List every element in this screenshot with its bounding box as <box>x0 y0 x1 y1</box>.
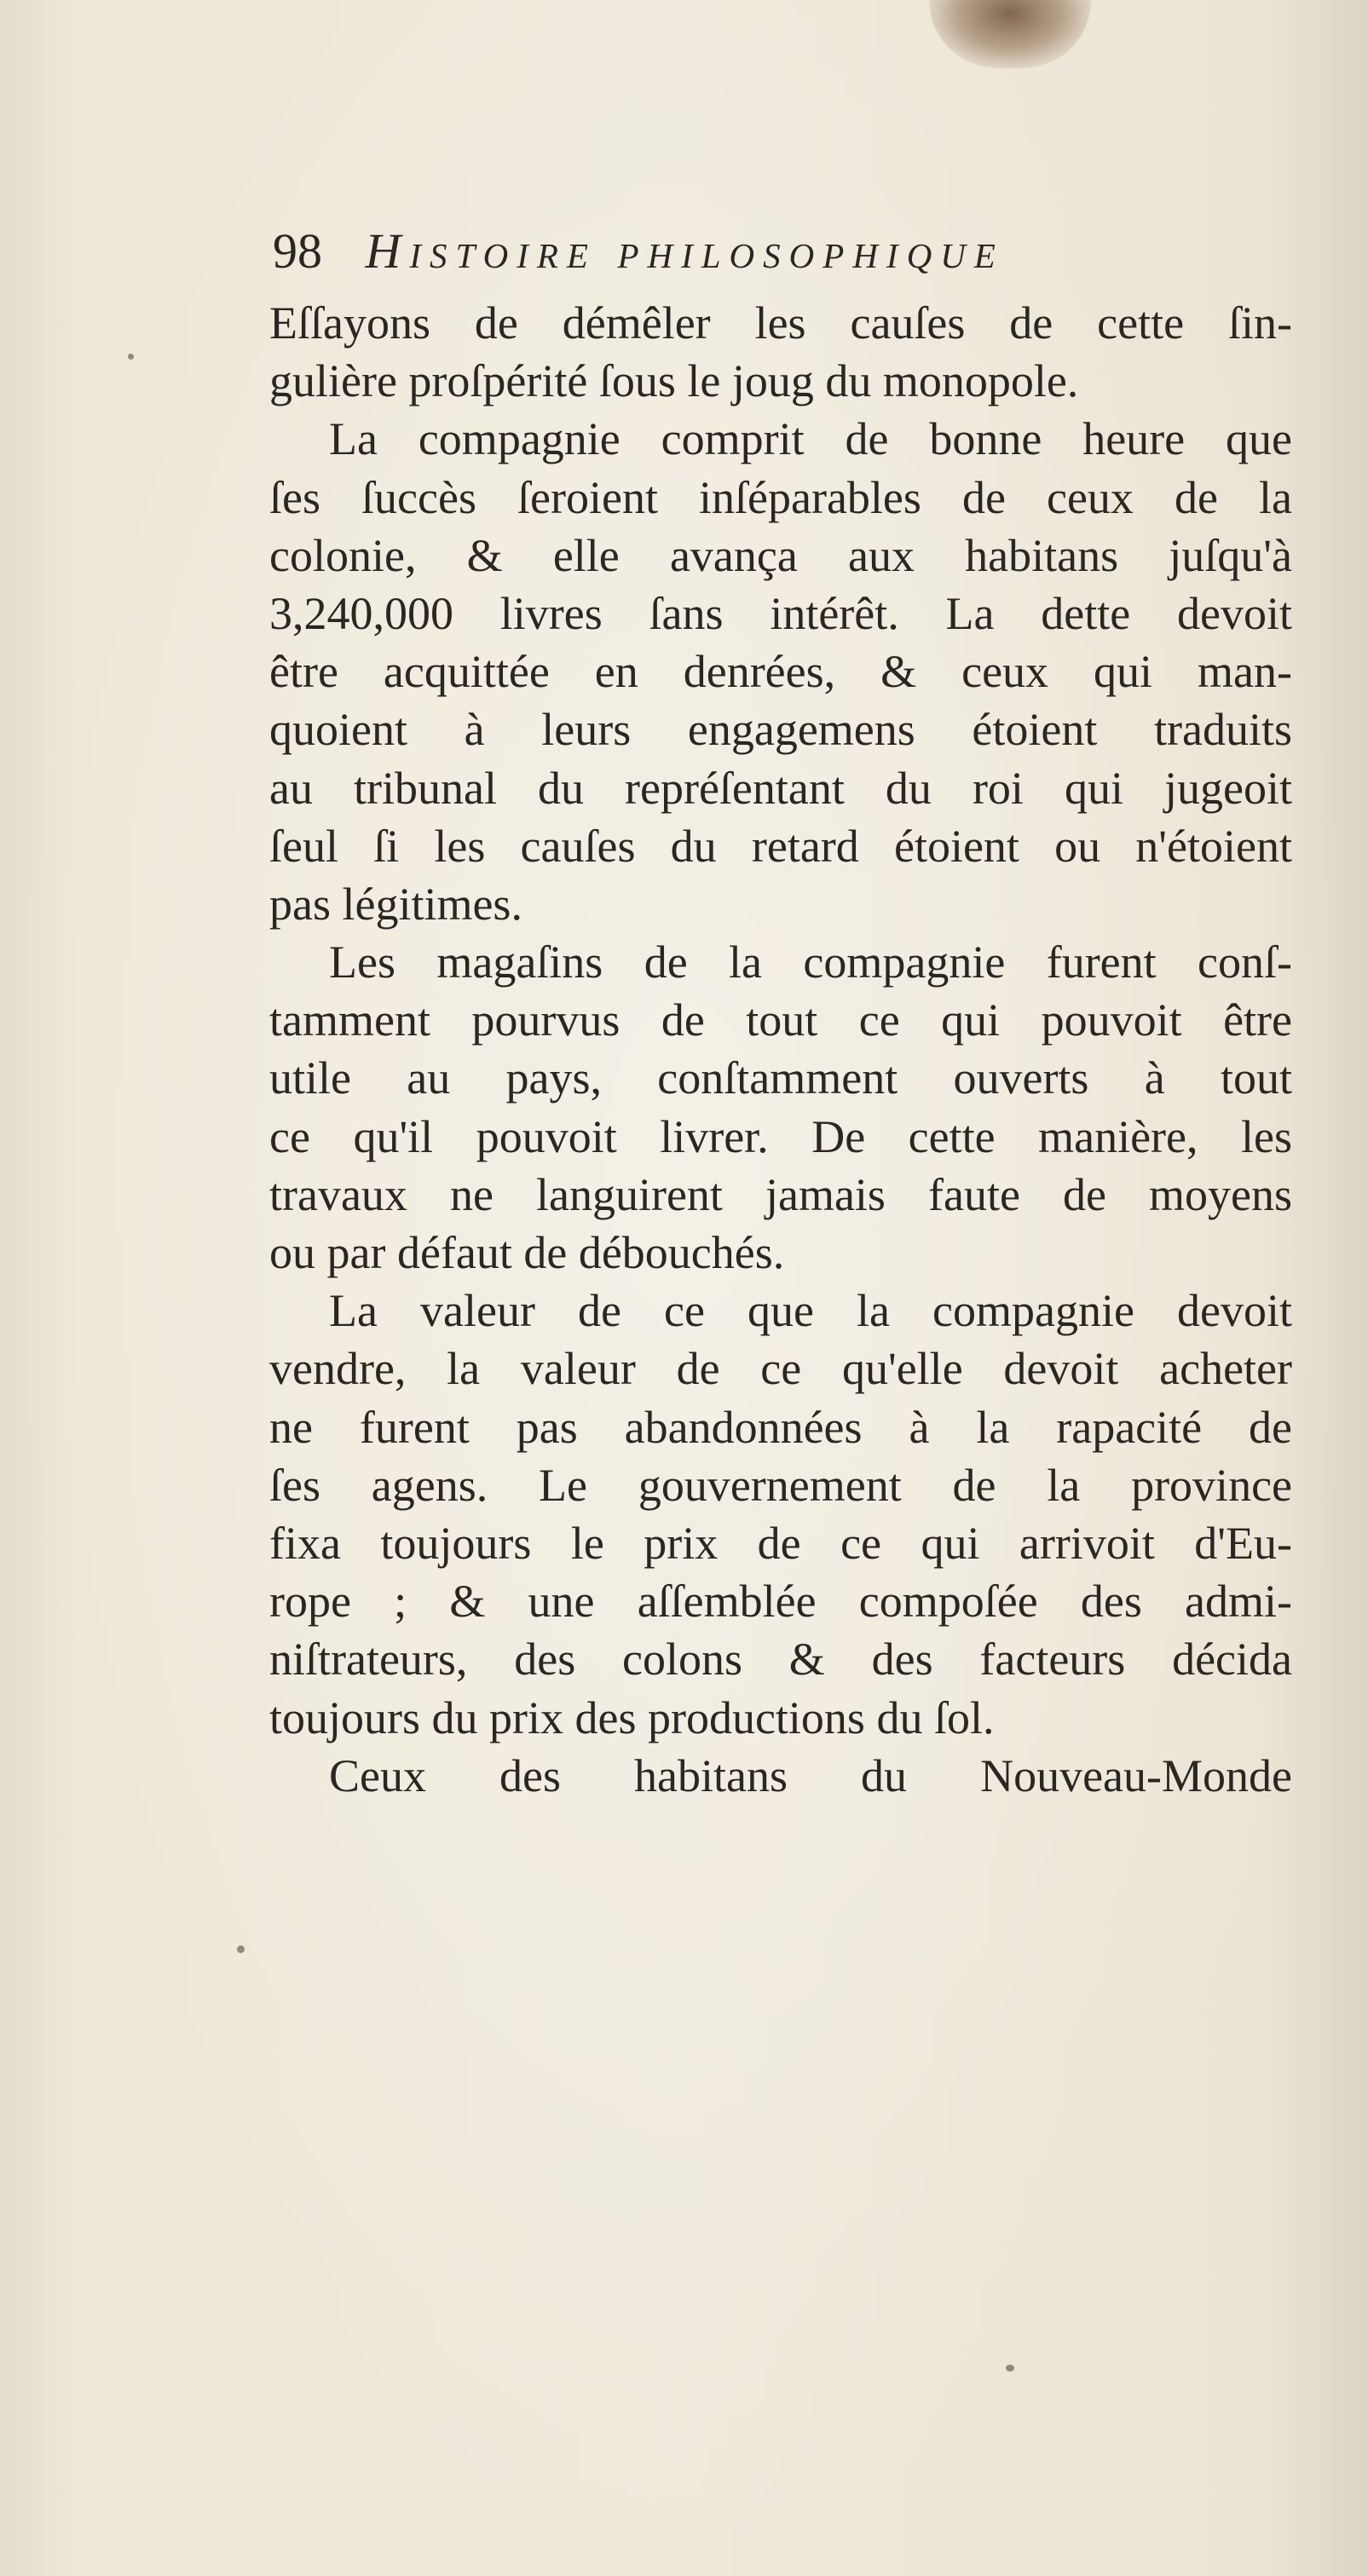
text-line: La compagnie comprit de bonne heure que <box>329 413 1292 465</box>
text-line: ou par défaut de débouchés. <box>269 1227 785 1278</box>
paper-speck <box>237 1945 245 1953</box>
text-line: vendre, la valeur de ce qu'elle devoit acheter <box>269 1343 1292 1395</box>
text-line: Ceux des habitans du Nouveau-Monde <box>329 1749 1292 1801</box>
page-number: 98 <box>273 223 322 279</box>
text-line: pas légitimes. <box>269 878 522 930</box>
text-line: ce qu'il pouvoit livrer. De cette manière, les <box>269 1110 1292 1162</box>
text-line: ſes agens. Le gouvernement de la province <box>269 1459 1292 1511</box>
text-line: ſeul ſi les cauſes du retard étoient ou n'étoient <box>269 820 1292 872</box>
text-line: 3,240,000 livres ſans intérêt. La dette devoit <box>269 587 1292 639</box>
text-line: au tribunal du repréſentant du roi qui jugeoit <box>269 762 1292 814</box>
text-line: niſtrateurs, des colons & des facteurs décida <box>269 1634 1292 1686</box>
text-line: Eſſayons de démêler les cauſes de cette ſin- <box>269 297 1292 349</box>
text-line: ne furent pas abandonnées à la rapacité de <box>269 1401 1292 1453</box>
text-line: ſes ſuccès ſeroient inſéparables de ceux de la <box>269 471 1292 523</box>
text-line: être acquittée en denrées, & ceux qui man- <box>269 646 1292 698</box>
text-line: utile au pays, conſtamment ouverts à tout <box>269 1052 1292 1104</box>
running-head: Histoire philosophique <box>365 223 1004 279</box>
text-line: travaux ne languirent jamais faute de moyens <box>269 1168 1292 1220</box>
page-header <box>273 213 1296 290</box>
text-line: rope ; & une aſſemblée compoſée des admi- <box>269 1576 1292 1628</box>
text-line: fixa toujours le prix de ce qui arrivoit d'Eu- <box>269 1517 1292 1569</box>
text-line: colonie, & elle avança aux habitans juſqu'à <box>269 529 1292 581</box>
body-text <box>269 294 1292 1805</box>
text-line: toujours du prix des productions du ſol. <box>269 1691 995 1743</box>
text-line: Les magaſins de la compagnie furent conſ- <box>329 936 1292 988</box>
text-line: La valeur de ce que la compagnie devoit <box>329 1285 1292 1337</box>
text-line: gulière proſpérité ſous le joug du monopole. <box>269 355 1079 407</box>
paper-speck <box>128 354 134 360</box>
text-line: quoient à leurs engagemens étoient traduits <box>269 704 1292 756</box>
water-stain <box>929 0 1091 68</box>
text-line: tamment pourvus de tout ce qui pouvoit être <box>269 994 1292 1046</box>
paper-speck <box>1006 2365 1014 2371</box>
